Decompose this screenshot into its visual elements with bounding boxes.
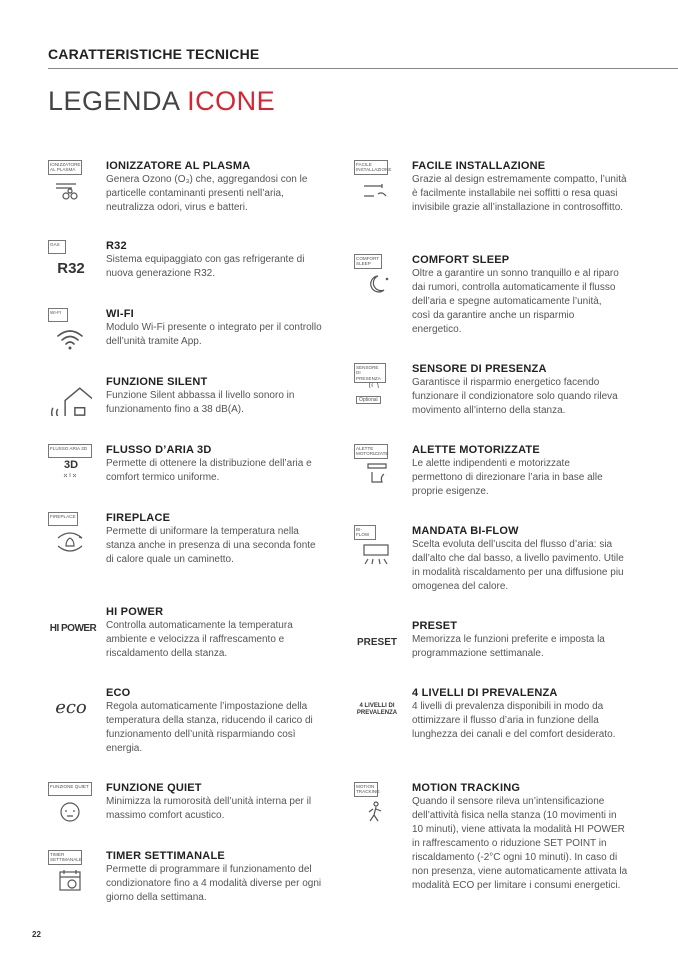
levels-icon <box>354 687 400 731</box>
item-description: Quando il sensore rileva un’intensificazione dell’attività fisica nella stanza (10 movimenti in 10 minuti), viene attivata la modalità HI POWER in raffrescamento o riduzione SET POINT in riscaldamento (-2°C ogni 10 minuti). In caso di non presenza, viene automaticamente attivata la modalità ECO per limitare i consumi energetici. <box>412 796 628 891</box>
item-description: Le alette indipendenti e motorizzate permettono di direzionare l’aria in base alle proprie esigenze. <box>412 458 603 497</box>
item-title: FLUSSO D’ARIA 3D <box>106 444 212 456</box>
airflow-3d-icon <box>48 444 94 488</box>
ionizer-icon <box>48 160 94 204</box>
item-title: HI POWER <box>106 606 164 618</box>
item-description: Memorizza le funzioni preferite e imposta la programmazione settimanale. <box>412 634 605 659</box>
icon-tag: FIREPLACE <box>48 512 78 526</box>
hi-power-icon <box>48 606 97 650</box>
item-description: Sistema equipaggiato con gas refrigerante di nuova generazione R32. <box>106 254 305 279</box>
r32-icon <box>48 240 94 284</box>
preset-icon <box>354 620 400 664</box>
calendar-icon <box>48 850 94 894</box>
item-title: FIREPLACE <box>106 512 171 524</box>
item-description: Garantisce il risparmio energetico facendo funzionare il condizionatore solo quando rileva movimento all’interno della stanza. <box>412 377 618 416</box>
icon-tag: SENSORE DI PRESENZA <box>354 363 386 383</box>
item-title: SENSORE DI PRESENZA <box>412 363 547 375</box>
eco-label: eco <box>55 697 87 718</box>
icon-tag: GAS <box>48 240 66 254</box>
item-title: ECO <box>106 687 131 699</box>
page-heading-main: LEGENDA <box>48 86 188 116</box>
item-title: ALETTE MOTORIZZATE <box>412 444 540 456</box>
presence-sensor-icon <box>354 363 400 407</box>
icon-tag: BI-FLOW <box>354 525 376 540</box>
icon-tag: WI-FI <box>48 308 68 322</box>
icon-tag: FLUSSO ARIA 3D <box>48 444 92 458</box>
icon-tag: FACILE INSTALLAZIONE <box>354 160 388 175</box>
item-title: PRESET <box>412 620 458 632</box>
silent-house-icon <box>48 376 94 420</box>
item-description: 4 livelli di prevalenza disponibili in modo da ottimizzare il flusso d’aria in funzione della lunghezza dei canali e del comfort desiderato. <box>412 701 616 740</box>
biflow-icon <box>354 525 400 569</box>
item-title: 4 LIVELLI DI PREVALENZA <box>412 687 558 699</box>
item-title: IONIZZATORE AL PLASMA <box>106 160 251 172</box>
item-title: R32 <box>106 240 127 252</box>
preset-label: PRESET <box>356 637 397 648</box>
wifi-icon <box>48 308 94 352</box>
item-description: Funzione Silent abbassa il livello sonoro in funzionamento fino a 38 dB(A). <box>106 390 295 415</box>
section-rule <box>48 68 678 69</box>
section-title: CARATTERISTICHE TECNICHE <box>48 46 260 62</box>
eco-icon <box>48 687 94 731</box>
motion-icon <box>354 782 400 826</box>
icon-tag: ALETTE MOTORIZZATE <box>354 444 388 459</box>
optional-badge: Optional <box>356 396 381 404</box>
item-title: FUNZIONE QUIET <box>106 782 202 794</box>
quiet-icon <box>48 782 94 826</box>
item-description: Regola automaticamente l’impostazione della temperatura della stanza, riducendo il carico di funzionamento dell’unità risparmiando così energia. <box>106 701 313 754</box>
r32-label: R32 <box>57 260 85 277</box>
item-title: TIMER SETTIMANALE <box>106 850 225 862</box>
item-description: Grazie al design estremamente compatto, l’unità è facilmente installabile nei soffitti o resa quasi invisibile grazie all’installazione in controsoffitto. <box>412 174 627 213</box>
item-description: Controlla automaticamente la temperatura ambiente e velocizza il raffrescamento e riscaldamento della stanza. <box>106 620 293 659</box>
item-description: Genera Ozono (O₃) che, aggregandosi con le particelle contaminanti presenti nell’aria, neutralizza odori, virus e batteri. <box>106 174 308 213</box>
icon-tag: MOTION TRACKING <box>354 782 378 797</box>
icon-tag: COMFORT SLEEP <box>354 254 382 269</box>
item-title: MOTION TRACKING <box>412 782 521 794</box>
item-description: Modulo Wi-Fi presente o integrato per il controllo dell’unità tramite App. <box>106 322 322 347</box>
sleep-icon <box>354 254 400 298</box>
icon-tag: IONIZZATORE AL PLASMA <box>48 160 82 175</box>
item-description: Scelta evoluta dell’uscita del flusso d’aria: sia dall’alto che dal basso, a livello pavimento. Utile in modalità riscaldamento per una diffusione piu omogenea del calore. <box>412 539 624 592</box>
page-heading-accent: ICONE <box>187 86 276 116</box>
levels-label: 4 LIVELLI DI PREVALENZA <box>356 703 398 716</box>
item-title: WI-FI <box>106 308 134 320</box>
icon-tag: FUNZIONE QUIET <box>48 782 92 796</box>
airflow-3d-label: 3D <box>63 459 79 471</box>
fireplace-icon <box>48 512 94 556</box>
page-heading <box>48 86 275 117</box>
item-description: Permette di uniformare la temperatura nella stanza anche in presenza di una seconda fonte di calore quale un caminetto. <box>106 526 316 565</box>
item-description: Permette di ottenere la distribuzione dell’aria e comfort termico uniforme. <box>106 458 312 483</box>
item-title: FACILE INSTALLAZIONE <box>412 160 546 172</box>
item-description: Oltre a garantire un sonno tranquillo e al riparo dai rumori, controlla automaticamente il flusso dell’aria e spegne automaticamente l’unità, così da garantire anche un risparmio energetico. <box>412 268 619 335</box>
item-title: FUNZIONE SILENT <box>106 376 208 388</box>
hi-power-label: HI POWER <box>49 623 97 634</box>
page-number: 22 <box>32 930 41 939</box>
item-description: Permette di programmare il funzionamento del condizionatore fino a 4 modalità diverse per ogni giorno della settimana. <box>106 864 322 903</box>
icon-tag: TIMER SETTIMANALE <box>48 850 82 865</box>
item-title: MANDATA BI-FLOW <box>412 525 519 537</box>
item-title: COMFORT SLEEP <box>412 254 510 266</box>
tools-icon <box>354 160 400 204</box>
louver-icon <box>354 444 400 488</box>
item-description: Minimizza la rumorosità dell’unità interna per il massimo comfort acustico. <box>106 796 312 821</box>
